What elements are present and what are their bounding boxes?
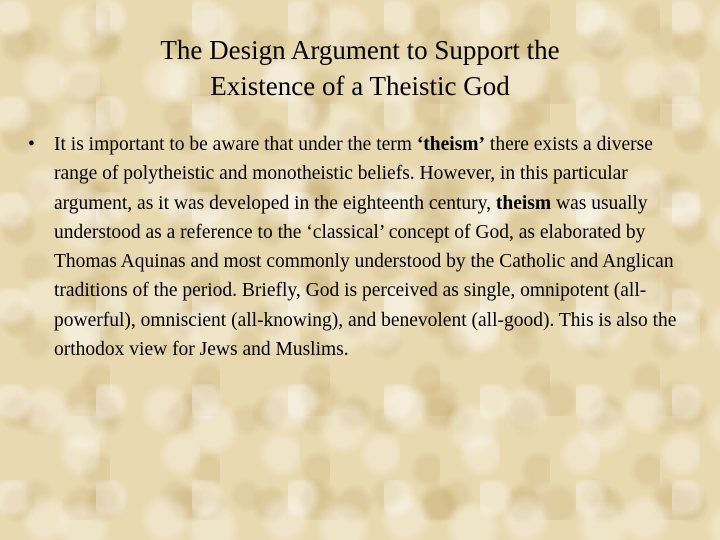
bullet-term-theism: theism xyxy=(495,192,552,214)
slide-body xyxy=(24,130,700,364)
bullet-text-part-2: there exists a diverse range of polytheistic and monotheistic beliefs. However, in this particular argument, as it was developed in the eighteenth century, xyxy=(54,134,653,214)
bullet-item xyxy=(24,130,700,364)
slide-title-line-1: The Design Argument to Support the xyxy=(160,35,560,65)
bullet-term-theism-quoted: ‘theism’ xyxy=(416,134,486,155)
slide-title xyxy=(60,32,660,104)
slide-title-line-2: Existence of a Theistic God xyxy=(210,71,510,101)
bullet-text-part-3: was usually understood as a reference to the ‘classical’ concept of God, as elaborated by Thomas Aquinas and most commonly understood by the Catholic and Anglican traditions of the period. Briefly, God is perceived as single, omnipotent (all-powerful), omniscient (all-knowing), and benevolent (all-good). This is also the orthodox view for Jews and Muslims. xyxy=(54,192,677,361)
bullet-text-part-1: It is important to be aware that under the term xyxy=(54,134,417,155)
bullet-icon: • xyxy=(28,134,35,155)
